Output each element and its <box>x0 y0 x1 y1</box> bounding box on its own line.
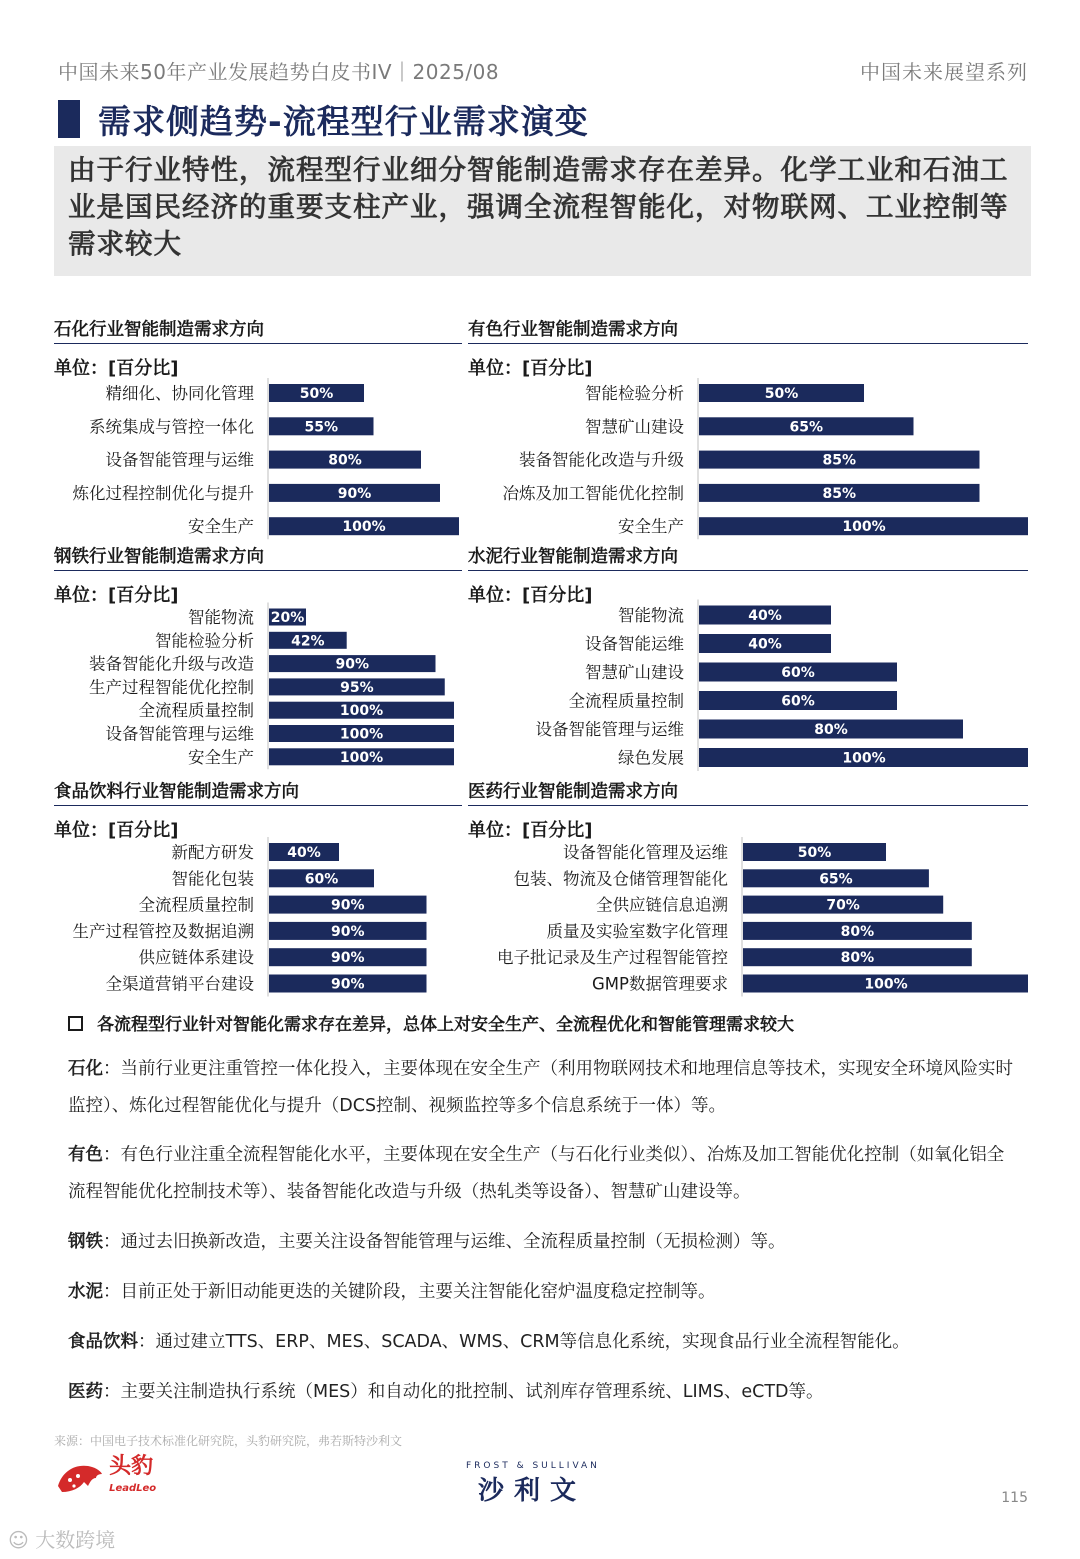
page-number: 115 <box>1001 1490 1028 1506</box>
data-label: 50% <box>764 386 799 402</box>
bar-chart-svg <box>54 543 462 790</box>
note-item <box>68 1274 1018 1311</box>
category-label: 安全生产 <box>188 517 254 537</box>
data-label: 85% <box>822 452 857 469</box>
chart-steel <box>54 543 462 767</box>
chart-unit: 单位：[百分比] <box>468 358 593 379</box>
frost-sullivan-tagline: FROST & SULLIVAN <box>466 1461 600 1471</box>
data-label: 85% <box>822 485 857 502</box>
note-sep: ： <box>103 1232 121 1252</box>
chart-unit: 单位：[百分比] <box>54 820 179 841</box>
category-label: 装备智能化改造与升级 <box>519 450 684 470</box>
data-label: 42% <box>291 633 325 650</box>
category-label: 智能物流 <box>618 606 684 625</box>
data-label: 60% <box>304 871 339 888</box>
category-label: 绿色发展 <box>618 748 684 768</box>
chart-title: 有色行业智能制造需求方向 <box>468 320 678 340</box>
data-label: 50% <box>797 845 832 861</box>
category-label: 冶炼及加工智能优化控制 <box>502 483 684 503</box>
leopard-icon <box>54 1458 104 1498</box>
header-title: 中国未来50年产业发展趋势白皮书IV｜2025/08 <box>58 60 500 84</box>
note-label: 医药 <box>68 1382 103 1402</box>
data-label: 40% <box>287 845 321 861</box>
note-label: 钢铁 <box>68 1232 103 1252</box>
data-label: 100% <box>339 726 384 743</box>
notes-heading <box>68 1010 794 1035</box>
data-label: 70% <box>826 897 860 914</box>
note-item <box>68 1374 1018 1411</box>
chart-unit: 单位：[百分比] <box>468 820 593 841</box>
chart-nonferrous <box>468 316 1028 537</box>
note-sep: ： <box>103 1059 121 1079</box>
data-label: 90% <box>330 897 365 914</box>
bar-chart-svg <box>54 778 462 1020</box>
category-label: 安全生产 <box>188 747 254 767</box>
data-label: 80% <box>814 722 848 738</box>
category-label: 设备智能化管理及运维 <box>563 843 728 862</box>
category-label: 系统集成与管控一体化 <box>89 417 254 437</box>
category-label: 装备智能化升级与改造 <box>89 654 254 674</box>
chart-petrochemical <box>54 316 462 537</box>
note-sep: ： <box>138 1332 156 1352</box>
category-label: 全供应链信息追溯 <box>596 895 728 915</box>
note-label: 有色 <box>68 1145 103 1165</box>
summary-text: 由于行业特性，流程型行业细分智能制造需求存在差异。化学工业和石油工业是国民经济的重要支柱产业，强调全流程智能化，对物联网、工业控制等需求较大 <box>68 154 1009 260</box>
note-item <box>68 1137 1018 1211</box>
category-label: 智慧矿山建设 <box>585 663 684 682</box>
category-label: 炼化过程控制优化与提升 <box>72 483 254 503</box>
leadleo-logo <box>54 1454 157 1498</box>
frost-sullivan-logo: 沙利文 <box>478 1476 587 1506</box>
category-label: 质量及实验室数字化管理 <box>546 921 728 941</box>
category-label: 设备智能运维 <box>585 634 684 654</box>
category-label: 智能检验分析 <box>585 384 684 403</box>
data-label: 55% <box>304 419 339 436</box>
category-label: 全流程质量控制 <box>138 701 254 721</box>
category-label: 新配方研发 <box>171 843 254 862</box>
watermark-icon: ☺ <box>8 1528 29 1552</box>
note-text: 通过去旧换新改造，主要关注设备智能管理与运维、全流程质量控制（无损检测）等。 <box>120 1232 786 1252</box>
data-label: 100% <box>842 519 886 536</box>
chart-unit: 单位：[百分比] <box>468 585 593 606</box>
source-note: 来源：中国电子技术标准化研究院，头豹研究院，弗若斯特沙利文 <box>54 1434 403 1448</box>
category-label: 安全生产 <box>618 517 684 537</box>
data-label: 90% <box>330 950 365 967</box>
chart-unit: 单位：[百分比] <box>54 585 179 606</box>
leadleo-logo-en: LeadLeo <box>109 1483 157 1494</box>
category-label: 包装、物流及仓储管理智能化 <box>513 869 728 889</box>
checkbox-icon <box>68 1016 83 1031</box>
note-sep: ： <box>103 1382 121 1402</box>
bar-chart-svg <box>468 543 1028 796</box>
note-item <box>68 1051 1018 1125</box>
data-label: 50% <box>299 386 334 402</box>
note-text: 主要关注制造执行系统（MES）和自动化的批控制、试剂库存管理系统、LIMS、eCTD等。 <box>120 1382 824 1402</box>
data-label: 40% <box>748 608 782 624</box>
watermark <box>8 1524 115 1553</box>
notes-heading-text: 各流程型行业针对智能化需求存在差异，总体上对安全生产、全流程优化和智能管理需求较大 <box>97 1015 794 1035</box>
data-label: 60% <box>781 665 815 681</box>
note-text: 有色行业注重全流程智能化水平，主要体现在安全生产（与石化行业类似）、冶炼及加工智能优化控制（如氧化铝全流程智能优化控制技术等）、装备智能化改造与升级（热轧类等设备）、智慧矿山建设等。 <box>68 1145 1005 1202</box>
data-label: 20% <box>270 610 305 626</box>
category-label: 生产过程智能优化控制 <box>89 677 254 697</box>
chart-cement <box>468 543 1028 768</box>
chart-title: 石化行业智能制造需求方向 <box>54 320 264 340</box>
note-text: 通过建立TTS、ERP、MES、SCADA、WMS、CRM等信息化系统，实现食品行业全流程智能化。 <box>155 1332 910 1352</box>
note-label: 水泥 <box>68 1282 103 1302</box>
note-label: 食品饮料 <box>68 1332 138 1352</box>
category-label: 全流程质量控制 <box>138 895 254 915</box>
chart-title: 钢铁行业智能制造需求方向 <box>54 547 264 567</box>
data-label: 65% <box>789 419 824 436</box>
chart-title: 医药行业智能制造需求方向 <box>468 782 678 802</box>
chart-food-beverage <box>54 778 462 994</box>
note-item <box>68 1324 1018 1361</box>
category-label: 设备智能管理与运维 <box>105 450 254 470</box>
page-title: 需求侧趋势-流程型行业需求演变 <box>98 102 589 141</box>
data-label: 100% <box>339 703 384 720</box>
data-label: 80% <box>840 950 875 967</box>
data-label: 90% <box>330 923 365 940</box>
chart-unit: 单位：[百分比] <box>54 358 179 379</box>
header-series: 中国未来展望系列 <box>860 60 1028 84</box>
chart-pharma <box>468 778 1028 994</box>
data-label: 90% <box>337 485 372 502</box>
data-label: 90% <box>335 656 370 673</box>
chart-title: 食品饮料行业智能制造需求方向 <box>54 782 299 802</box>
note-sep: ： <box>103 1145 121 1165</box>
category-label: 全渠道营销平台建设 <box>105 974 254 994</box>
data-label: 100% <box>864 976 908 993</box>
data-label: 95% <box>340 679 374 696</box>
category-label: 智能化包装 <box>171 869 254 889</box>
note-sep: ： <box>103 1282 121 1302</box>
category-label: 全流程质量控制 <box>568 691 684 711</box>
data-label: 90% <box>330 976 365 993</box>
data-label: 60% <box>781 693 815 710</box>
category-label: 精细化、协同化管理 <box>105 384 254 403</box>
data-label: 65% <box>819 871 853 888</box>
data-label: 100% <box>342 519 386 536</box>
note-item <box>68 1224 1018 1261</box>
bar-chart-svg <box>468 778 1028 1020</box>
category-label: 供应链体系建设 <box>138 948 254 968</box>
note-label: 石化 <box>68 1059 103 1079</box>
category-label: 设备智能管理与运维 <box>105 724 254 744</box>
category-label: 智能物流 <box>188 608 254 627</box>
category-label: 设备智能管理与运维 <box>535 720 684 739</box>
data-label: 100% <box>842 750 886 767</box>
category-label: 智能检验分析 <box>155 631 254 651</box>
category-label: 生产过程管控及数据追溯 <box>72 921 254 941</box>
category-label: GMP数据管理要求 <box>592 974 728 994</box>
chart-title: 水泥行业智能制造需求方向 <box>468 547 678 567</box>
note-text: 目前正处于新旧动能更迭的关键阶段，主要关注智能化窑炉温度稳定控制等。 <box>120 1282 716 1302</box>
category-label: 电子批记录及生产过程智能管控 <box>497 948 728 968</box>
bar-chart-svg <box>468 316 1028 570</box>
category-label: 智慧矿山建设 <box>585 417 684 437</box>
watermark-text: 大数跨境 <box>35 1528 116 1552</box>
note-text: 当前行业更注重管控一体化投入，主要体现在安全生产（利用物联网技术和地理信息等技术，实现安全环境风险实时监控）、炼化过程智能优化与提升（DCS控制、视频监控等多个信息系统于一体）等。 <box>68 1059 1013 1116</box>
data-label: 40% <box>748 636 782 653</box>
data-label: 80% <box>840 923 875 940</box>
data-label: 100% <box>339 749 384 766</box>
title-accent-bar <box>58 100 80 138</box>
bar-chart-svg <box>54 316 462 570</box>
leadleo-logo-cn: 头豹 <box>109 1454 154 1479</box>
data-label: 80% <box>328 452 362 469</box>
